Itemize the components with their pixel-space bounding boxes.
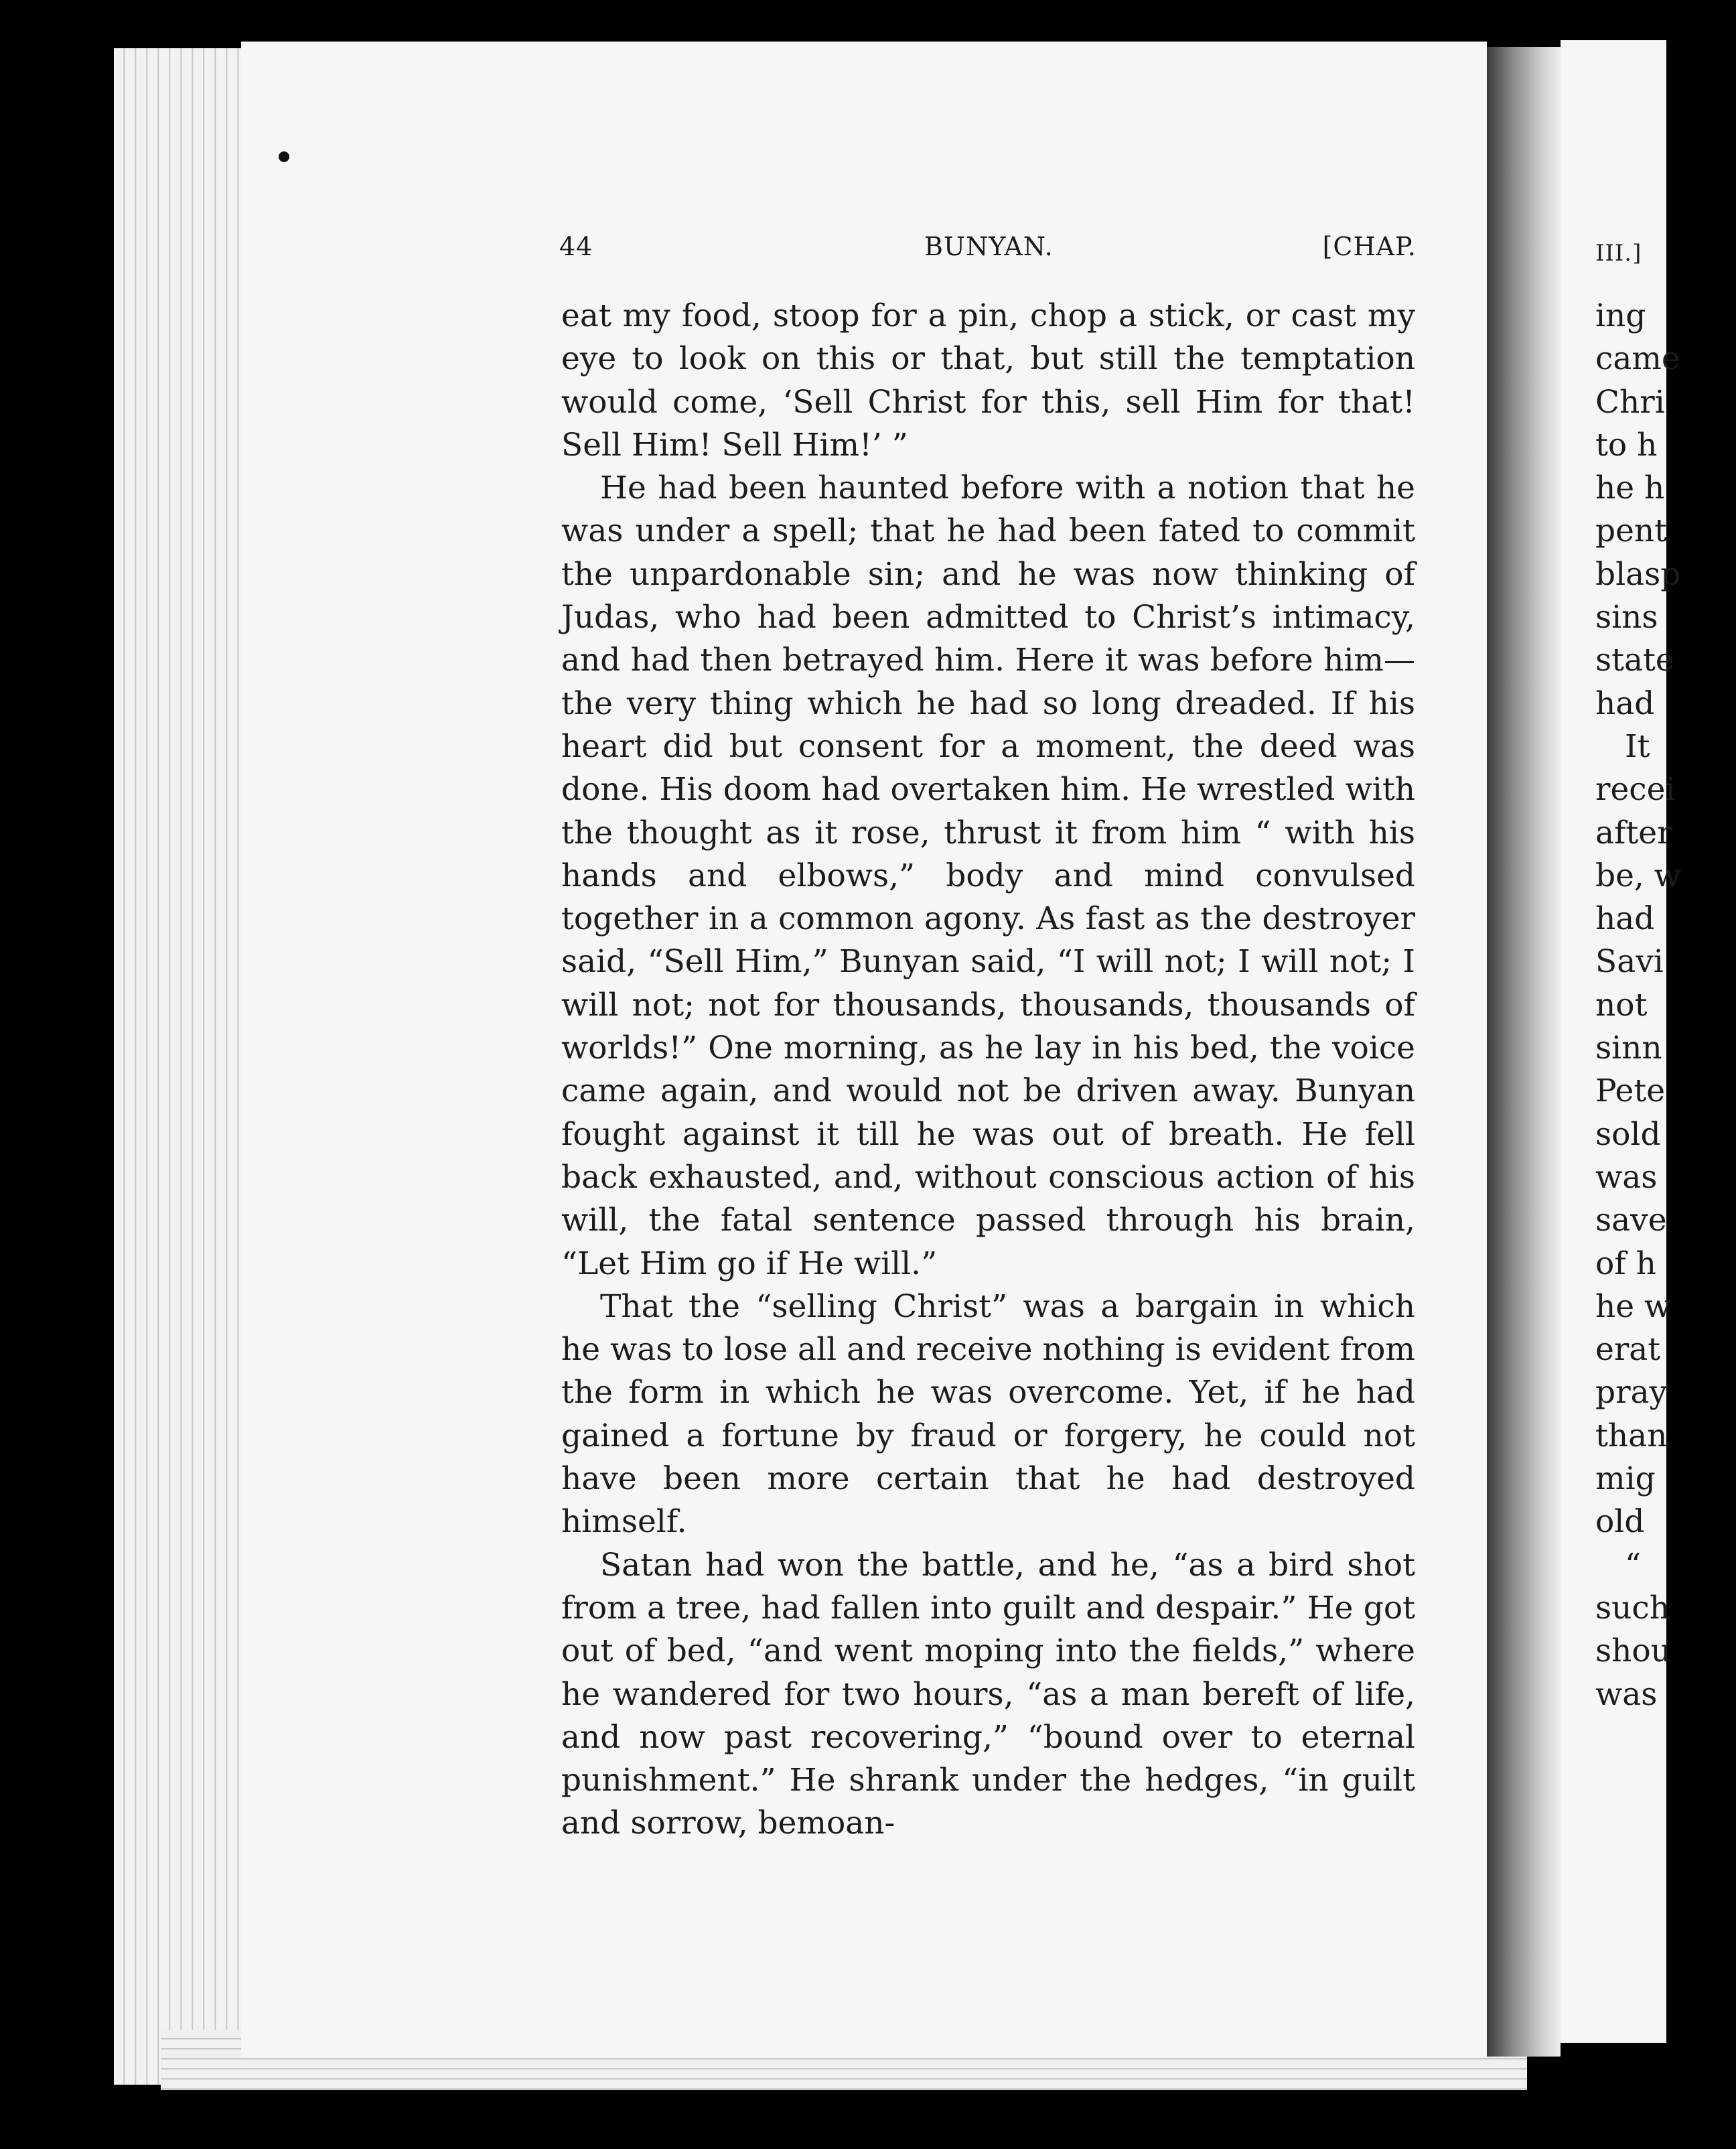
- facing-page-line: be, w: [1595, 857, 1682, 894]
- facing-page-line: pray: [1595, 1374, 1668, 1411]
- page-edges: [114, 48, 261, 2085]
- facing-page-line: sold: [1595, 1115, 1661, 1153]
- facing-page-line: was: [1595, 1158, 1658, 1196]
- facing-page-line: blasp: [1595, 555, 1681, 593]
- facing-page-line: It: [1625, 727, 1650, 765]
- facing-page-line: erat: [1595, 1331, 1661, 1369]
- facing-page: [1561, 40, 1682, 2043]
- facing-page-line: pent: [1595, 512, 1668, 550]
- facing-page-header: III.]: [1595, 240, 1642, 267]
- paragraph-4: Satan had won the battle, and he, “as a bird shot from a tree, had fallen into guilt and despair.” He got out of bed, “and went moping into the fields,” where he wandered for two hours, “as a man bereft of life, and now past recovering,” “bound over to eternal punishment.” He shrank under the hedges, “in guilt and sorrow, bemoan-: [561, 1546, 1415, 1842]
- ink-dot: [279, 151, 289, 162]
- facing-page-line: he w: [1595, 1288, 1672, 1325]
- facing-page-line: state: [1595, 642, 1674, 679]
- facing-page-line: shou: [1595, 1633, 1671, 1670]
- facing-page-line: sinn: [1595, 1030, 1662, 1067]
- facing-page-line: had: [1595, 900, 1655, 938]
- facing-page-line: was: [1595, 1675, 1658, 1713]
- facing-page-line: Pete: [1595, 1072, 1666, 1110]
- facing-page-line: not: [1595, 986, 1648, 1024]
- facing-page-line: such: [1595, 1589, 1670, 1626]
- paragraph-1: eat my food, stoop for a pin, chop a stick, or cast my eye to look on this or that, but still the temptation would come, ‘Sell Christ for this, sell Him for that! Sell Him! Sell Him!’ ”: [561, 297, 1415, 464]
- facing-page-line: Savi: [1595, 943, 1664, 981]
- book-gutter: [1487, 47, 1561, 2057]
- running-title: BUNYAN.: [924, 232, 1054, 261]
- facing-page-line: he h: [1595, 470, 1665, 507]
- facing-page-line: ing: [1595, 297, 1646, 334]
- facing-page-lines: [1595, 295, 1681, 1716]
- facing-page-line: had: [1595, 685, 1655, 722]
- page-number: 44: [559, 232, 593, 261]
- facing-page-line: of h: [1595, 1245, 1656, 1282]
- facing-page-line: after: [1595, 814, 1672, 851]
- facing-page-line: came: [1595, 340, 1680, 378]
- facing-page-line: Chri: [1595, 383, 1665, 421]
- facing-page-line: old: [1595, 1503, 1645, 1541]
- paragraph-2: He had been haunted before with a notion that he was under a spell; that he had been fated to commit the unpardonable sin; and he was now thinking of Judas, who had been admitted to Christ’s intimacy, and had then betrayed him. Here it was before him—the very thing which he had so long dreaded. If his heart did but consent for a moment, the deed was done. His doom had overtaken him. He wrestled with the thought as it rose, thrust it from him “ with his hands and elbows,” body and mind convulsed together in a common agony. As fast as the destroyer said, “Sell Him,” Bunyan said, “I will not; I will not; I will not; not for thousands, thousands, thousands of worlds!” One morning, as he lay in his bed, the voice came again, and would not be driven away. Bunyan fought against it till he was out of breath. He fell back exhausted, and, without conscious action of his will, the fatal sentence passed through his brain, “Let Him go if He will.”: [561, 470, 1415, 1282]
- facing-page-line: recei: [1595, 771, 1676, 809]
- facing-page-line: save: [1595, 1202, 1667, 1239]
- facing-page-line: “: [1625, 1546, 1642, 1584]
- facing-page-line: than: [1595, 1417, 1668, 1454]
- page-header: [559, 232, 1417, 272]
- chapter-marker: [CHAP.: [1322, 232, 1417, 261]
- facing-page-line: mig: [1595, 1460, 1656, 1498]
- paragraph-3: That the “selling Christ” was a bargain in which he was to lose all and receive nothing is evident from the form in which he was overcome. Yet, if he had gained a fortune by fraud or forgery, he could not have been more certain that he had destroyed himself.: [561, 1288, 1415, 1541]
- facing-page-line: sins: [1595, 599, 1658, 636]
- facing-page-line: to h: [1595, 426, 1658, 464]
- body-text: [561, 295, 1415, 1846]
